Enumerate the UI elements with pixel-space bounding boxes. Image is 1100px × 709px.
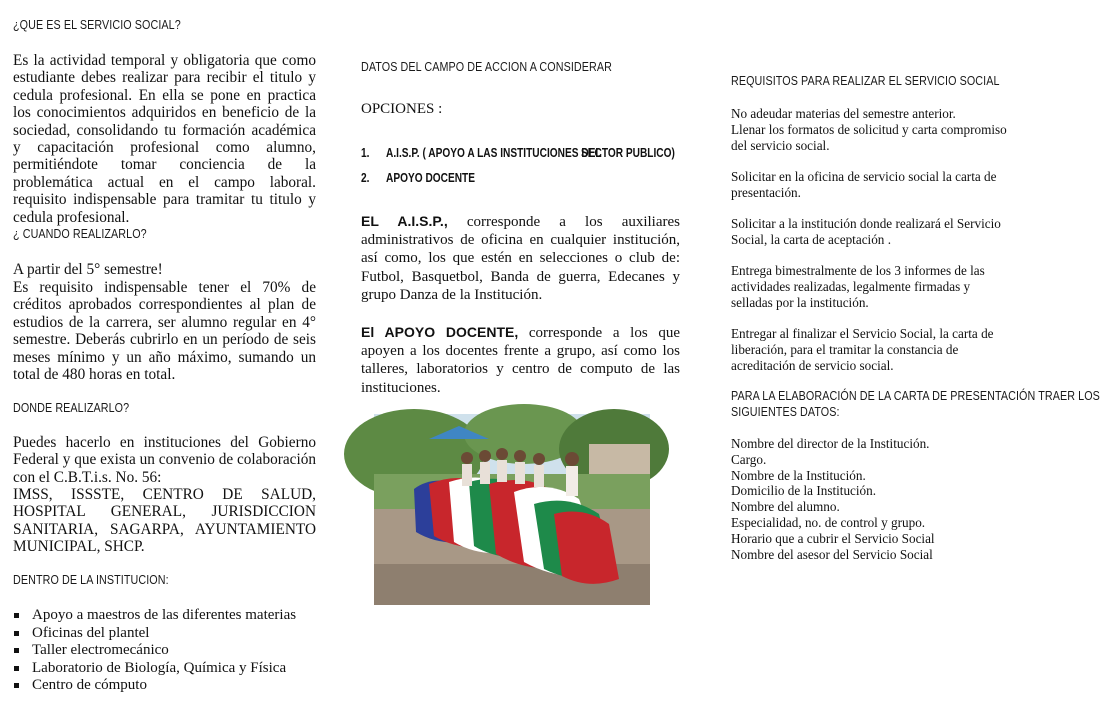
- paragraph-docente: [361, 323, 680, 397]
- list-item: Laboratorio de Biología, Química y Física: [13, 660, 316, 678]
- heading-campo-accion: DATOS DEL CAMPO DE ACCION A CONSIDERAR: [361, 60, 612, 74]
- option-1-text: A.I.S.P. ( APOYO A LAS INSTITUCIONES DEL: [386, 145, 602, 160]
- list-item: Domicilio de la Institución.: [731, 483, 877, 499]
- paragraph-que-es: Es la actividad temporal y obligatoria que como estudiante debes realizar para recibir el titulo y cedula profesional. En ella se pone en practica los conocimientos adquiridos en beneficio de la sociedad, consolidando tu formación académica y capacitación profesional como alumno, permitiéndote tomar conciencia de la problemática actual en el campo laboral. requisito indispensable para tramitar tu titulo y cedula profesional.: [13, 52, 316, 226]
- heading-cuando: ¿ CUANDO REALIZARLO?: [13, 227, 147, 241]
- heading-carta-line2: SIGUIENTES DATOS:: [731, 405, 840, 419]
- docente-lead: El APOYO DOCENTE,: [361, 324, 519, 340]
- requisito-3: Solicitar en la oficina de servicio social la carta de presentación.: [731, 169, 997, 200]
- photo-grupo-danza: [374, 414, 650, 605]
- paragraph-cuando: Es requisito indispensable tener el 70% de créditos aprobados correspondientes al plan de estudios de la carrera, ser alumno regular en 4° semestre. Deberás cubrirlo en un período de seis meses mínimo y un año máximo, sumando un total de 480 horas en total.: [13, 279, 316, 384]
- aisp-body: corresponde a los auxiliares administrativos de oficina en cualquier institución, así como, los que estén en selecciones o club de: Futbol, Basquetbol, Banda de guerra, Edecanes y grupo Danza de la Institución.: [361, 214, 681, 303]
- paragraph-aisp: [361, 212, 680, 304]
- option-1-tail: SECTOR PUBLICO): [581, 145, 675, 160]
- paragraph-instituciones: IMSS, ISSSTE, CENTRO DE SALUD, HOSPITAL GENERAL, JURISDICCION SANITARIA, SAGARPA, AYUNTAMIENTO MUNICIPAL, SHCP.: [13, 486, 316, 556]
- options-label: OPCIONES :: [361, 101, 443, 117]
- list-item: Apoyo a maestros de las diferentes materias: [13, 607, 316, 625]
- list-item: Oficinas del plantel: [13, 625, 316, 643]
- text-quinto-semestre: A partir del 5° semestre!: [13, 261, 163, 278]
- requisito-6: Entregar al finalizar el Servicio Social, la carta de liberación, para el tramitar la constancia de acreditación de servicio social.: [731, 326, 994, 373]
- heading-donde: DONDE REALIZARLO?: [13, 401, 130, 415]
- list-datos-carta: [731, 436, 1007, 562]
- list-item: Nombre de la Institución.: [731, 467, 866, 483]
- heading-requisitos: REQUISITOS PARA REALIZAR EL SERVICIO SOCIAL: [731, 74, 1000, 88]
- list-dentro-institucion: [13, 607, 316, 695]
- list-item: Taller electromecánico: [13, 642, 316, 660]
- requisito-1: No adeudar materias del semestre anterior.: [731, 106, 956, 121]
- requisito-2: Llenar los formatos de solicitud y carta compromiso del servicio social.: [731, 122, 1007, 153]
- aisp-lead: EL A.I.S.P.,: [361, 213, 448, 229]
- option-1-number: 1.: [361, 145, 370, 160]
- list-item: Nombre del director de la Institución.: [731, 436, 930, 451]
- list-item: Especialidad, no. de control y grupo.: [731, 514, 926, 530]
- heading-que-es: ¿QUE ES EL SERVICIO SOCIAL?: [13, 18, 181, 32]
- option-2-text: APOYO DOCENTE: [386, 170, 476, 185]
- docente-body: corresponde a los que apoyen a los docentes frente a grupo, así como los talleres, laboratorios y centro de computo de las instituciones.: [361, 325, 680, 396]
- list-item: Centro de cómputo: [13, 677, 316, 695]
- option-2-number: 2.: [361, 170, 370, 185]
- requisito-5: Entrega bimestralmente de los 3 informes de las actividades realizadas, legalmente firmadas y selladas por la institución.: [731, 263, 985, 310]
- heading-dentro: DENTRO DE LA INSTITUCION:: [13, 573, 169, 587]
- paragraph-donde: Puedes hacerlo en instituciones del Gobierno Federal y que exista un convenio de colaboración con el C.B.T.i.s. No. 56:: [13, 434, 316, 486]
- heading-carta-line1: PARA LA ELABORACIÓN DE LA CARTA DE PRESENTACIÓN TRAER LOS: [731, 389, 1100, 403]
- list-item: Cargo.: [731, 451, 767, 467]
- requisito-4: Solicitar a la institución donde realizará el Servicio Social, la carta de aceptación .: [731, 216, 1001, 247]
- dance-group-illustration: [374, 414, 650, 605]
- list-item: Nombre del alumno.: [731, 499, 840, 515]
- list-item: Horario que a cubrir el Servicio Social: [731, 530, 935, 546]
- list-item: Nombre del asesor del Servicio Social: [731, 546, 933, 562]
